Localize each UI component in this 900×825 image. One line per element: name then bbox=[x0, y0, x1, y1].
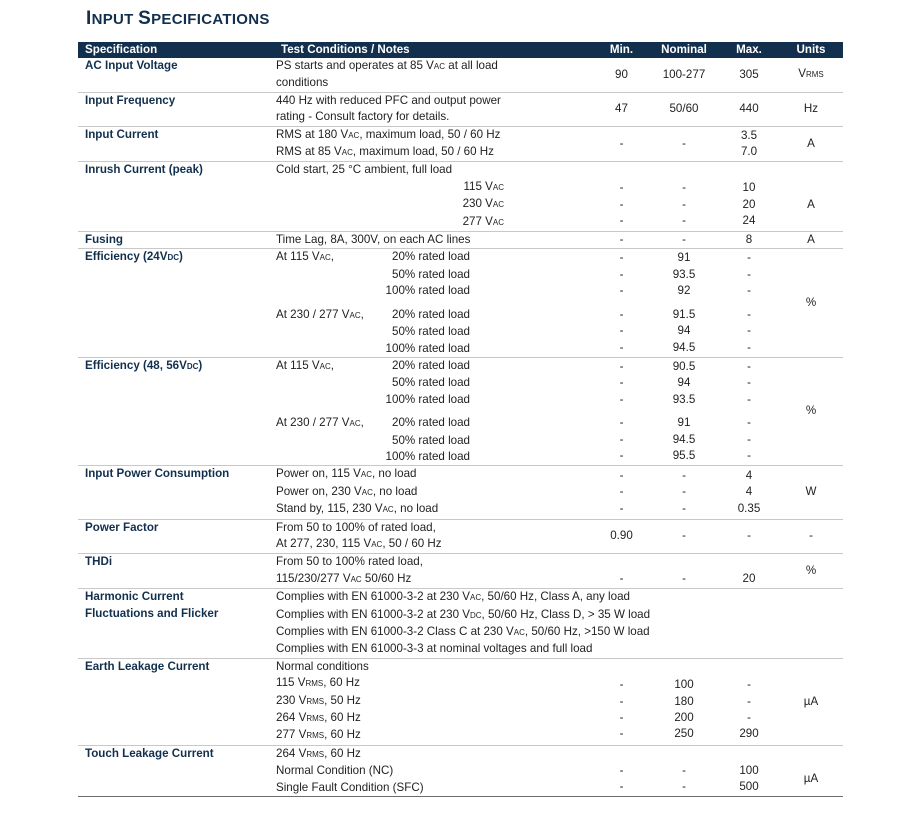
table-row bbox=[78, 658, 843, 745]
unit: VRMS bbox=[779, 58, 843, 92]
nominal-value: 100 180 200 250 bbox=[649, 658, 719, 745]
table-row bbox=[78, 357, 843, 465]
unit: - bbox=[779, 519, 843, 554]
max-value: - - - - - - bbox=[719, 249, 779, 357]
unit: Hz bbox=[779, 92, 843, 126]
max-value: 4 4 0.35 bbox=[719, 466, 779, 519]
max-value: - bbox=[719, 519, 779, 554]
nominal-value: - bbox=[649, 519, 719, 554]
max-value: - - - - - - bbox=[719, 357, 779, 465]
unit: W bbox=[779, 466, 843, 519]
conditions: Power on, 115 VAC, no load Power on, 230 VAC, no load Stand by, 115, 230 VAC, no load bbox=[274, 466, 594, 519]
max-value: 440 bbox=[719, 92, 779, 126]
nominal-value: - bbox=[649, 126, 719, 162]
spec-name: Harmonic Current Fluctuations and Flicker bbox=[78, 589, 274, 659]
spec-name: Touch Leakage Current bbox=[78, 745, 274, 796]
min-value: - - - bbox=[594, 466, 649, 519]
table-row bbox=[78, 92, 843, 126]
unit: A bbox=[779, 232, 843, 249]
table-row bbox=[78, 519, 843, 554]
spec-name: Input Current bbox=[78, 126, 274, 162]
header-nominal: Nominal bbox=[649, 42, 719, 58]
spec-name: Fusing bbox=[78, 232, 274, 249]
page-title: INPUT SPECIFICATIONS bbox=[86, 8, 270, 29]
max-value: 100 500 bbox=[719, 745, 779, 796]
table-row bbox=[78, 126, 843, 162]
spec-name: Inrush Current (peak) bbox=[78, 162, 274, 232]
table-row bbox=[78, 554, 843, 589]
min-value: - - - - - - bbox=[594, 357, 649, 465]
nominal-value: 100-277 bbox=[649, 58, 719, 92]
header-units: Units bbox=[779, 42, 843, 58]
min-value: 90 bbox=[594, 58, 649, 92]
header-max: Max. bbox=[719, 42, 779, 58]
unit: % bbox=[779, 357, 843, 465]
unit: µA bbox=[779, 658, 843, 745]
table-row bbox=[78, 589, 843, 659]
max-value: 305 bbox=[719, 58, 779, 92]
min-value: - - - - bbox=[594, 658, 649, 745]
spec-name: AC Input Voltage bbox=[78, 58, 274, 92]
max-value: 3.5 7.0 bbox=[719, 126, 779, 162]
conditions: 440 Hz with reduced PFC and output power rating - Consult factory for details. bbox=[274, 92, 594, 126]
spec-name: Efficiency (48, 56VDC) bbox=[78, 357, 274, 465]
spec-name: THDi bbox=[78, 554, 274, 589]
conditions: PS starts and operates at 85 VAC at all load conditions bbox=[274, 58, 594, 92]
max-value: - - - 290 bbox=[719, 658, 779, 745]
max-value: 10 20 24 bbox=[719, 162, 779, 232]
conditions: From 50 to 100% rated load, 115/230/277 VAC 50/60 Hz bbox=[274, 554, 594, 589]
header-specification: Specification bbox=[78, 42, 274, 58]
max-value: 8 bbox=[719, 232, 779, 249]
conditions: At 115 VAC, 20% rated load 50% rated load 100% rated load At 230 / 277 VAC, 20% rated load 50% rated load 100% rated load bbox=[274, 249, 594, 357]
nominal-value: 50/60 bbox=[649, 92, 719, 126]
min-value: 0.90 bbox=[594, 519, 649, 554]
nominal-value: - - bbox=[649, 745, 719, 796]
unit: A bbox=[779, 126, 843, 162]
table-row bbox=[78, 745, 843, 796]
conditions: Cold start, 25 °C ambient, full load 115 VAC 230 VAC 277 VAC bbox=[274, 162, 594, 232]
min-value: - - - - - - bbox=[594, 249, 649, 357]
nominal-value: 91 93.5 92 91.5 94 94.5 bbox=[649, 249, 719, 357]
table-row bbox=[78, 466, 843, 519]
table-header-row bbox=[78, 42, 843, 58]
min-value: - bbox=[594, 126, 649, 162]
spec-name: Power Factor bbox=[78, 519, 274, 554]
min-value: 47 bbox=[594, 92, 649, 126]
conditions: Time Lag, 8A, 300V, on each AC lines bbox=[274, 232, 594, 249]
min-value: - - bbox=[594, 745, 649, 796]
conditions: RMS at 180 VAC, maximum load, 50 / 60 Hz RMS at 85 VAC, maximum load, 50 / 60 Hz bbox=[274, 126, 594, 162]
table-row bbox=[78, 58, 843, 92]
table-row bbox=[78, 249, 843, 357]
header-min: Min. bbox=[594, 42, 649, 58]
conditions: Normal conditions 115 VRMS, 60 Hz 230 VRMS, 50 Hz 264 VRMS, 60 Hz 277 VRMS, 60 Hz bbox=[274, 658, 594, 745]
spec-name: Input Frequency bbox=[78, 92, 274, 126]
nominal-value: - bbox=[649, 554, 719, 589]
nominal-value: - - - bbox=[649, 466, 719, 519]
nominal-value: 90.5 94 93.5 91 94.5 95.5 bbox=[649, 357, 719, 465]
spec-name: Input Power Consumption bbox=[78, 466, 274, 519]
conditions: From 50 to 100% of rated load, At 277, 230, 115 VAC, 50 / 60 Hz bbox=[274, 519, 594, 554]
unit: % bbox=[779, 249, 843, 357]
spec-name: Efficiency (24VDC) bbox=[78, 249, 274, 357]
conditions: Complies with EN 61000-3-2 at 230 VAC, 50/60 Hz, Class A, any load Complies with EN 61000-3-2 at 230 VDC, 50/60 Hz, Class D, > 35 W load Complies with EN 61000-3-2 Class C at 230 VAC, 50/60 Hz, >150 W load Complies with EN 61000-3-3 at nominal voltages and full load bbox=[274, 589, 843, 659]
header-test-conditions: Test Conditions / Notes bbox=[274, 42, 594, 58]
conditions: 264 VRMS, 60 Hz Normal Condition (NC) Single Fault Condition (SFC) bbox=[274, 745, 594, 796]
table-row bbox=[78, 162, 843, 232]
input-specifications-table bbox=[78, 42, 843, 797]
nominal-value: - - - bbox=[649, 162, 719, 232]
unit: µA bbox=[779, 745, 843, 796]
conditions: At 115 VAC, 20% rated load 50% rated load 100% rated load At 230 / 277 VAC, 20% rated load 50% rated load 100% rated load bbox=[274, 357, 594, 465]
max-value: 20 bbox=[719, 554, 779, 589]
min-value: - bbox=[594, 554, 649, 589]
unit: % bbox=[779, 554, 843, 589]
min-value: - - - bbox=[594, 162, 649, 232]
table-row bbox=[78, 232, 843, 249]
min-value: - bbox=[594, 232, 649, 249]
unit: A bbox=[779, 162, 843, 232]
nominal-value: - bbox=[649, 232, 719, 249]
spec-name: Earth Leakage Current bbox=[78, 658, 274, 745]
